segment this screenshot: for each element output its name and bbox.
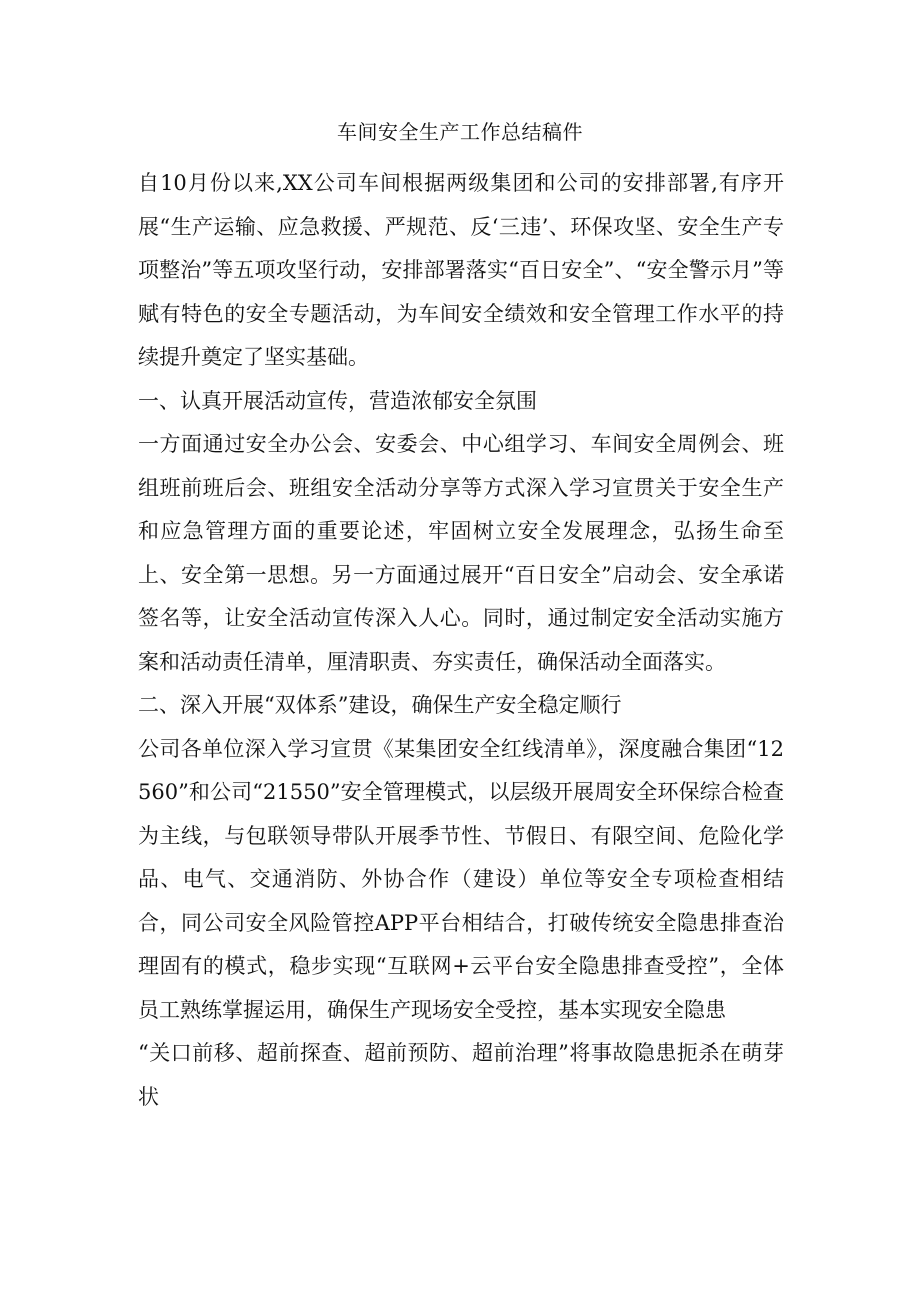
document-body xyxy=(138,162,784,1119)
section-2-paragraph: 公司各单位深入学习宣贯《某集团安全红线清单》，深度融合集团“12560”和公司“21550”安全管理模式，以层级开展周安全环保综合检查为主线，与包联领导带队开展季节性、节假日、有限空间、危险化学品、电气、交通消防、外协合作（建设）单位等安全专项检查相结合，同公司安全风险管控APP平台相结合，打破传统安全隐患排查治理固有的模式，稳步实现“互联网+云平台安全隐患排查受控”，全体员工熟练掌握运用，确保生产现场安全受控，基本实现安全隐患 xyxy=(138,736,784,1022)
section-2-continuation: “关口前移、超前探查、超前预防、超前治理”将事故隐患扼杀在萌芽状 xyxy=(138,1041,784,1109)
intro-paragraph: 自10月份以来,XX公司车间根据两级集团和公司的安排部署,有序开展“生产运输、应急救援、严规范、反‘三违’、环保攻坚、安全生产专项整治”等五项攻坚行动，安排部署落实“百日安全”、“安全警示月”等赋有特色的安全专题活动，为车间安全绩效和安全管理工作水平的持续提升奠定了坚实基础。 xyxy=(138,171,784,369)
section-heading-2: 二、深入开展“双体系”建设，确保生产安全稳定顺行 xyxy=(138,693,622,717)
document-title: 车间安全生产工作总结稿件 xyxy=(337,120,583,144)
section-heading-1: 一、认真开展活动宣传，营造浓郁安全氛围 xyxy=(138,388,537,413)
section-1-paragraph: 一方面通过安全办公会、安委会、中心组学习、车间安全周例会、班组班前班后会、班组安全活动分享等方式深入学习宣贯关于安全生产和应急管理方面的重要论述，牢固树立安全发展理念，弘扬生命至上、安全第一思想。另一方面通过展开“百日安全”启动会、安全承诺签名等，让安全活动宣传深入人心。同时，通过制定安全活动实施方案和活动责任清单，厘清职责、夯实责任，确保活动全面落实。 xyxy=(138,432,784,674)
